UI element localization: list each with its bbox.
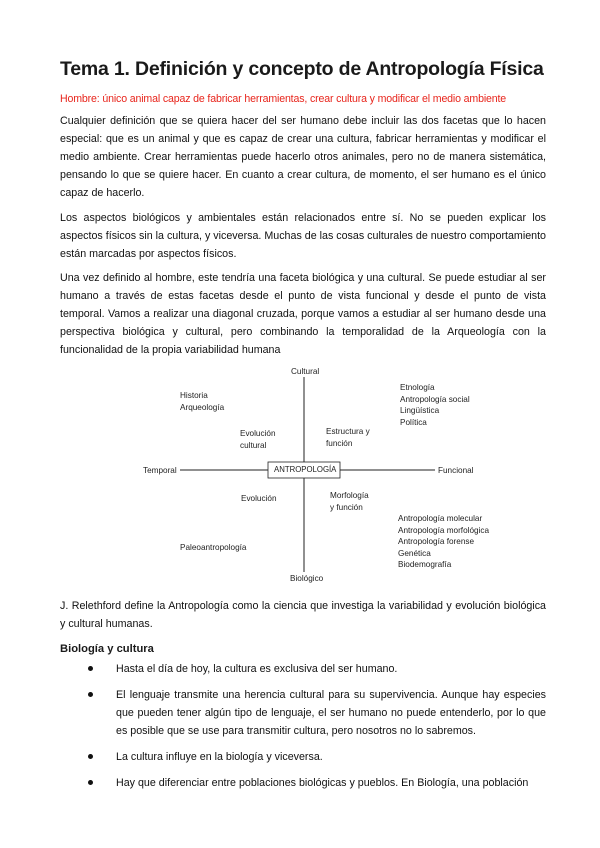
list-item (60, 686, 546, 740)
bullet-icon (88, 754, 93, 759)
axis-label-functional: Funcional (438, 466, 474, 475)
section-title: Biología y cultura (60, 643, 154, 655)
quadrant-top-left-outer (180, 390, 224, 413)
quadrant-top-left-inner (240, 428, 276, 451)
paragraph-relethford: J. Relethford define la Antropología como la ciencia que investiga la variabilidad y evolución biológica y cultural humanas. (60, 600, 546, 630)
label-estructura: Estructura y (326, 427, 370, 436)
bullet-icon (88, 780, 93, 785)
axis-label-temporal: Temporal (143, 466, 177, 475)
list-item (60, 748, 546, 766)
bullet-icon (88, 666, 93, 671)
label-linguistica: Lingüística (400, 406, 440, 415)
label-antropologia-forense: Antropología forense (398, 537, 475, 546)
label-historia: Historia (180, 391, 208, 400)
page-title: Tema 1. Definición y concepto de Antropología Física (60, 58, 544, 80)
paragraph-biological-aspects: Los aspectos biológicos y ambientales están relacionados entre sí. No se pueden explicar los aspectos físicos sin la cultura, y viceversa. Muchas de las cosas culturales de nuestro comportamiento están marcadas por aspectos físicos. (60, 212, 546, 260)
paragraph-definition: Cualquier definición que se quiera hacer del ser humano debe incluir las dos facetas que lo hacen especial: que es un animal y que es capaz de crear una cultura, fabricar herramientas y modificar el medio ambiente. Crear herramientas puede hacerlo otros animales, pero no de manera sistemática, pensando lo que se quiere hacer. En cuanto a crear cultura, de momento, el ser humano es el único capaz de hacerlo. (60, 115, 546, 199)
label-arqueologia: Arqueología (180, 402, 225, 412)
label-evolucion: Evolución (240, 429, 276, 438)
center-label: ANTROPOLOGÍA (274, 465, 337, 474)
highlighted-definition: Hombre: único animal capaz de fabricar herramientas, crear cultura y modificar el medio ambiente (60, 93, 507, 105)
label-cultural: cultural (240, 440, 267, 450)
list-item-text: Hasta el día de hoy, la cultura es exclusiva del ser humano. (116, 663, 398, 675)
label-morfologia: Morfología (330, 491, 369, 500)
list-item-text: El lenguaje transmite una herencia cultural para su supervivencia. Aunque hay especies que pueden tener algún tipo de lenguaje, el ser humano no puede entenderlo, por lo que es posible que se use para transmitir cultura, pero nosotros no lo sabremos. (116, 689, 546, 737)
paragraph-facets: Una vez definido al hombre, este tendría una faceta biológica y una cultural. Se puede estudiar al ser humano a través de estas facetas desde el punto de vista funcional y desde el punto de vista temporal. Vamos a realizar una diagonal cruzada, porque vamos a estudiar al ser humano desde una perspectiva biológica y cultural, pero combinando la temporalidad de la Arqueología con la funcionalidad de la propia variabilidad humana (60, 272, 546, 356)
axis-label-cultural: Cultural (291, 367, 320, 376)
label-antropologia-molecular: Antropología molecular (398, 514, 483, 523)
list-item (60, 774, 546, 792)
label-funcion: función (326, 438, 353, 448)
label-etnologia: Etnología (400, 383, 435, 392)
list-item (60, 660, 546, 678)
label-antropologia-morfologica: Antropología morfológica (398, 525, 490, 535)
list-item-text: Hay que diferenciar entre poblaciones biológicas y pueblos. En Biología, una población (116, 777, 529, 789)
list-item-text: La cultura influye en la biología y viceversa. (116, 751, 323, 763)
quadrant-bottom-left-inner: Evolución (241, 494, 277, 503)
label-genetica: Genética (398, 548, 431, 558)
quadrant-top-right-outer (400, 382, 470, 428)
axis-label-biological: Biológico (290, 574, 324, 583)
label-y-funcion: y función (330, 502, 363, 512)
bullet-icon (88, 692, 93, 697)
quadrant-bottom-right-inner (330, 490, 369, 513)
label-politica: Política (400, 417, 427, 427)
quadrant-bottom-right-outer (398, 513, 489, 571)
anthropology-diagram (0, 360, 600, 590)
label-antropologia-social: Antropología social (400, 394, 470, 404)
label-biodemografia: Biodemografía (398, 560, 452, 569)
quadrant-top-right-inner (326, 426, 370, 449)
bullet-list (60, 660, 546, 800)
quadrant-bottom-left-outer: Paleoantropología (180, 543, 247, 552)
